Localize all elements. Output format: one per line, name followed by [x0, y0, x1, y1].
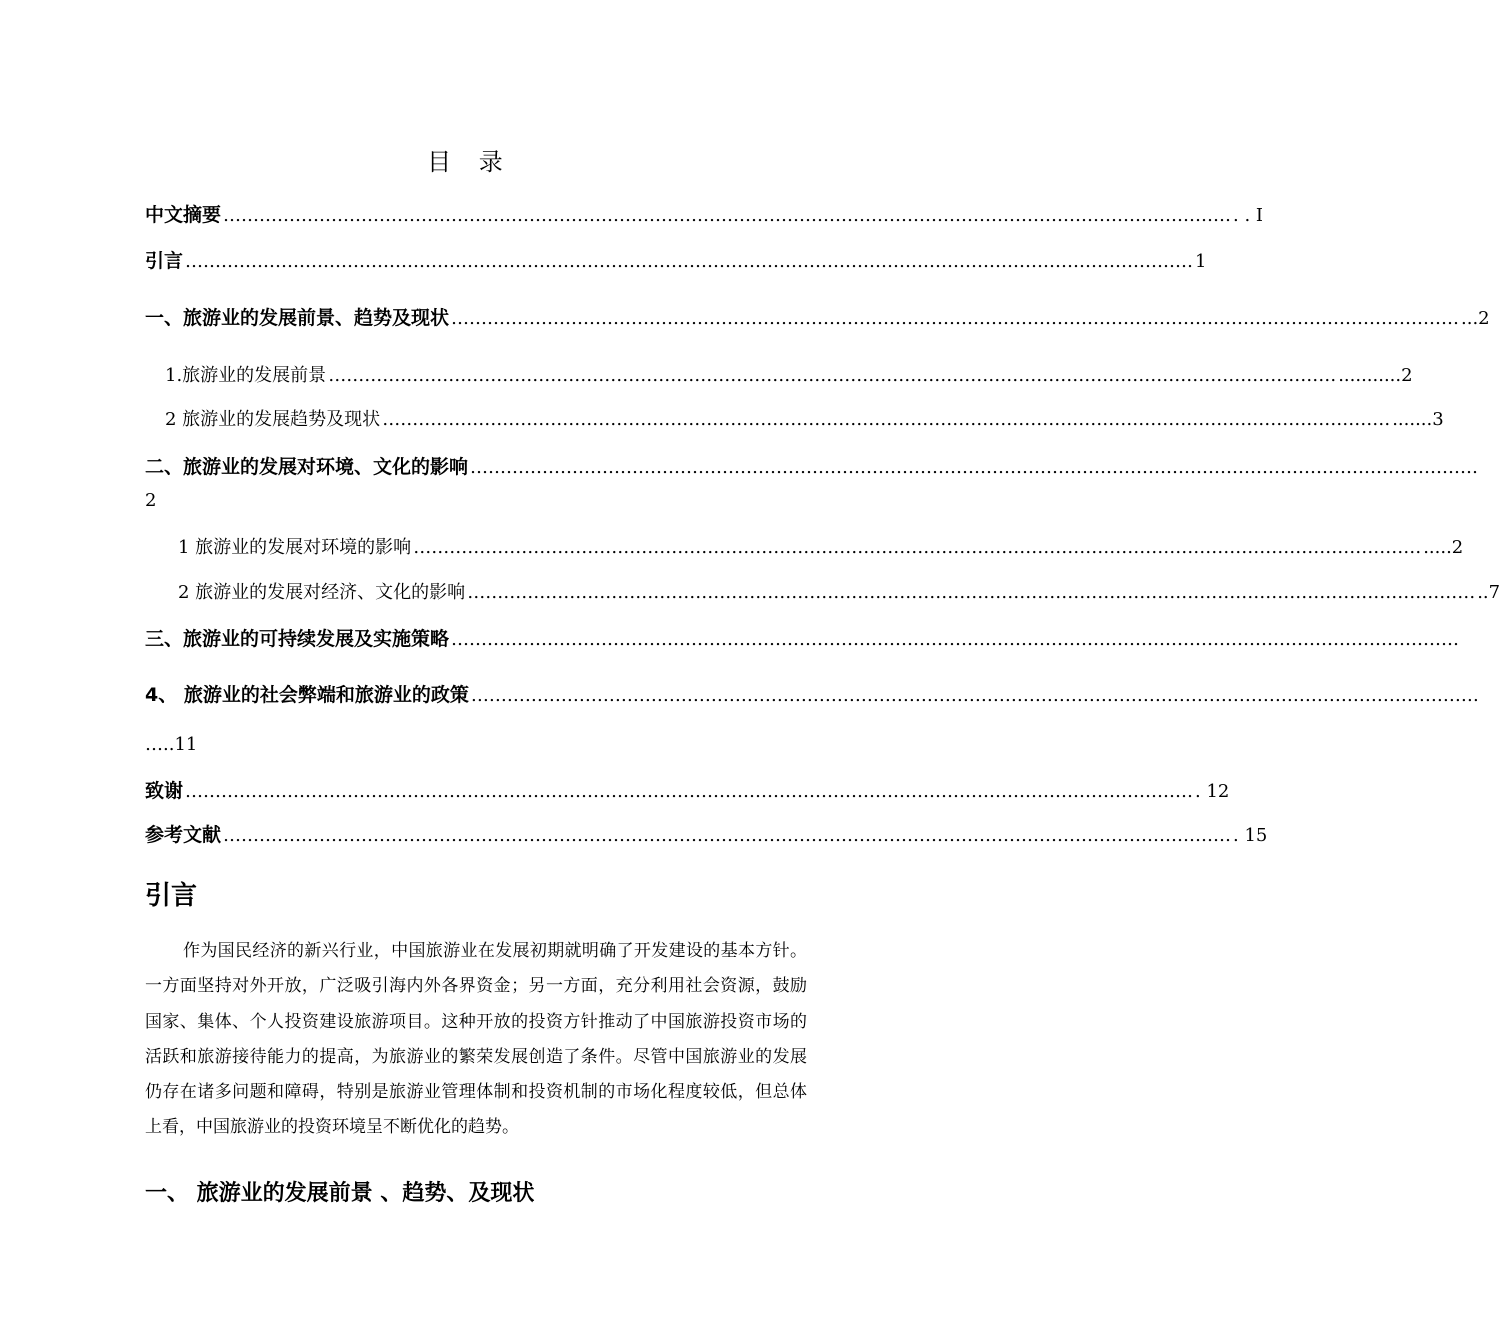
toc-item-label: 2 旅游业的发展对经济、文化的影响 — [178, 582, 466, 603]
toc-item-page: . . I — [1233, 205, 1264, 226]
toc-item-references[interactable] — [145, 820, 1268, 850]
toc-item-introduction[interactable] — [145, 246, 1207, 276]
toc-item-chapter-3[interactable] — [145, 624, 1460, 654]
toc-item-page-continuation: 2 — [145, 490, 157, 511]
toc-leader-dots: …………………………………………………………………………………………………………………………………………………… — [185, 251, 1194, 272]
toc-leader-dots: …………………………………………………………………………………………………………………………………………………… — [451, 629, 1460, 650]
toc-item-page-continuation: …..11 — [145, 734, 198, 755]
toc-leader-dots: …………………………………………………………………………………………………………………………………………………… — [451, 308, 1460, 329]
toc-item-acknowledgements[interactable] — [145, 776, 1230, 806]
toc-item-chapter-4[interactable] — [145, 680, 1479, 710]
toc-leader-dots: …………………………………………………………………………………………………………………………………………………… — [470, 457, 1479, 478]
toc-item-label: 中文摘要 — [145, 204, 222, 226]
toc-title: 目 录 — [427, 148, 513, 176]
toc-leader-dots: …………………………………………………………………………………………………………………………………………………… — [413, 537, 1422, 558]
toc-item-label: 1.旅游业的发展前景 — [165, 365, 327, 386]
section-1-heading: 一、 旅游业的发展前景 、趋势、及现状 — [145, 1181, 535, 1206]
introduction-paragraph: 作为国民经济的新兴行业，中国旅游业在发展初期就明确了开发建设的基本方针。一方面坚持对外开放，广泛吸引海内外各界资金；另一方面，充分利用社会资源，鼓励国家、集体、个人投资建设旅游项目。这种开放的投资方针推动了中国旅游投资市场的活跃和旅游接待能力的提高，为旅游业的繁荣发展创造了条件。尽管中国旅游业的发展仍存在诸多问题和障碍，特别是旅游业管理体制和投资机制的市场化程度较低，但总体上看，中国旅游业的投资环境呈不断优化的趋势。 — [145, 941, 807, 1138]
toc-item-label: 1 旅游业的发展对环境的影响 — [178, 537, 412, 558]
toc-item-label: 引言 — [145, 250, 184, 272]
introduction-heading: 引言 — [145, 881, 198, 911]
toc-item-abstract[interactable] — [145, 200, 1264, 230]
toc-item-2-1[interactable] — [178, 533, 1464, 563]
toc-item-1-2[interactable] — [165, 405, 1444, 435]
toc-item-label: 一、旅游业的发展前景、趋势及现状 — [145, 307, 450, 329]
toc-item-label: 2 旅游业的发展趋势及现状 — [165, 409, 381, 430]
toc-item-page: . 12 — [1195, 781, 1230, 802]
toc-item-chapter-1[interactable] — [145, 303, 1490, 333]
toc-item-2-2[interactable] — [178, 578, 1500, 608]
toc-item-page: .....2 — [1423, 537, 1464, 558]
toc-item-page: .......3 — [1392, 409, 1444, 430]
toc-leader-dots: …………………………………………………………………………………………………………………………………………………… — [382, 409, 1391, 430]
toc-item-label: 三、旅游业的可持续发展及实施策略 — [145, 628, 450, 650]
toc-item-page: 1 — [1195, 251, 1207, 272]
toc-leader-dots: …………………………………………………………………………………………………………………………………………………… — [467, 582, 1476, 603]
toc-item-label: 致谢 — [145, 780, 184, 802]
toc-item-page: ..7 — [1477, 582, 1500, 603]
toc-item-chapter-2[interactable] — [145, 452, 1479, 482]
toc-leader-dots: …………………………………………………………………………………………………………………………………………………… — [185, 781, 1194, 802]
toc-item-1-1[interactable] — [165, 361, 1413, 391]
toc-leader-dots: …………………………………………………………………………………………………………………………………………………… — [470, 685, 1479, 706]
toc-item-label: 4、 旅游业的社会弊端和旅游业的政策 — [145, 684, 469, 706]
toc-item-label: 二、旅游业的发展对环境、文化的影响 — [145, 456, 469, 478]
toc-item-page: . 15 — [1233, 825, 1268, 846]
toc-item-page: ...........2 — [1338, 365, 1413, 386]
toc-item-label: 参考文献 — [145, 824, 222, 846]
toc-item-page: ...2 — [1461, 308, 1490, 329]
toc-leader-dots: …………………………………………………………………………………………………………………………………………………… — [223, 205, 1232, 226]
toc-leader-dots: …………………………………………………………………………………………………………………………………………………… — [223, 825, 1232, 846]
toc-leader-dots: …………………………………………………………………………………………………………………………………………………… — [328, 365, 1337, 386]
